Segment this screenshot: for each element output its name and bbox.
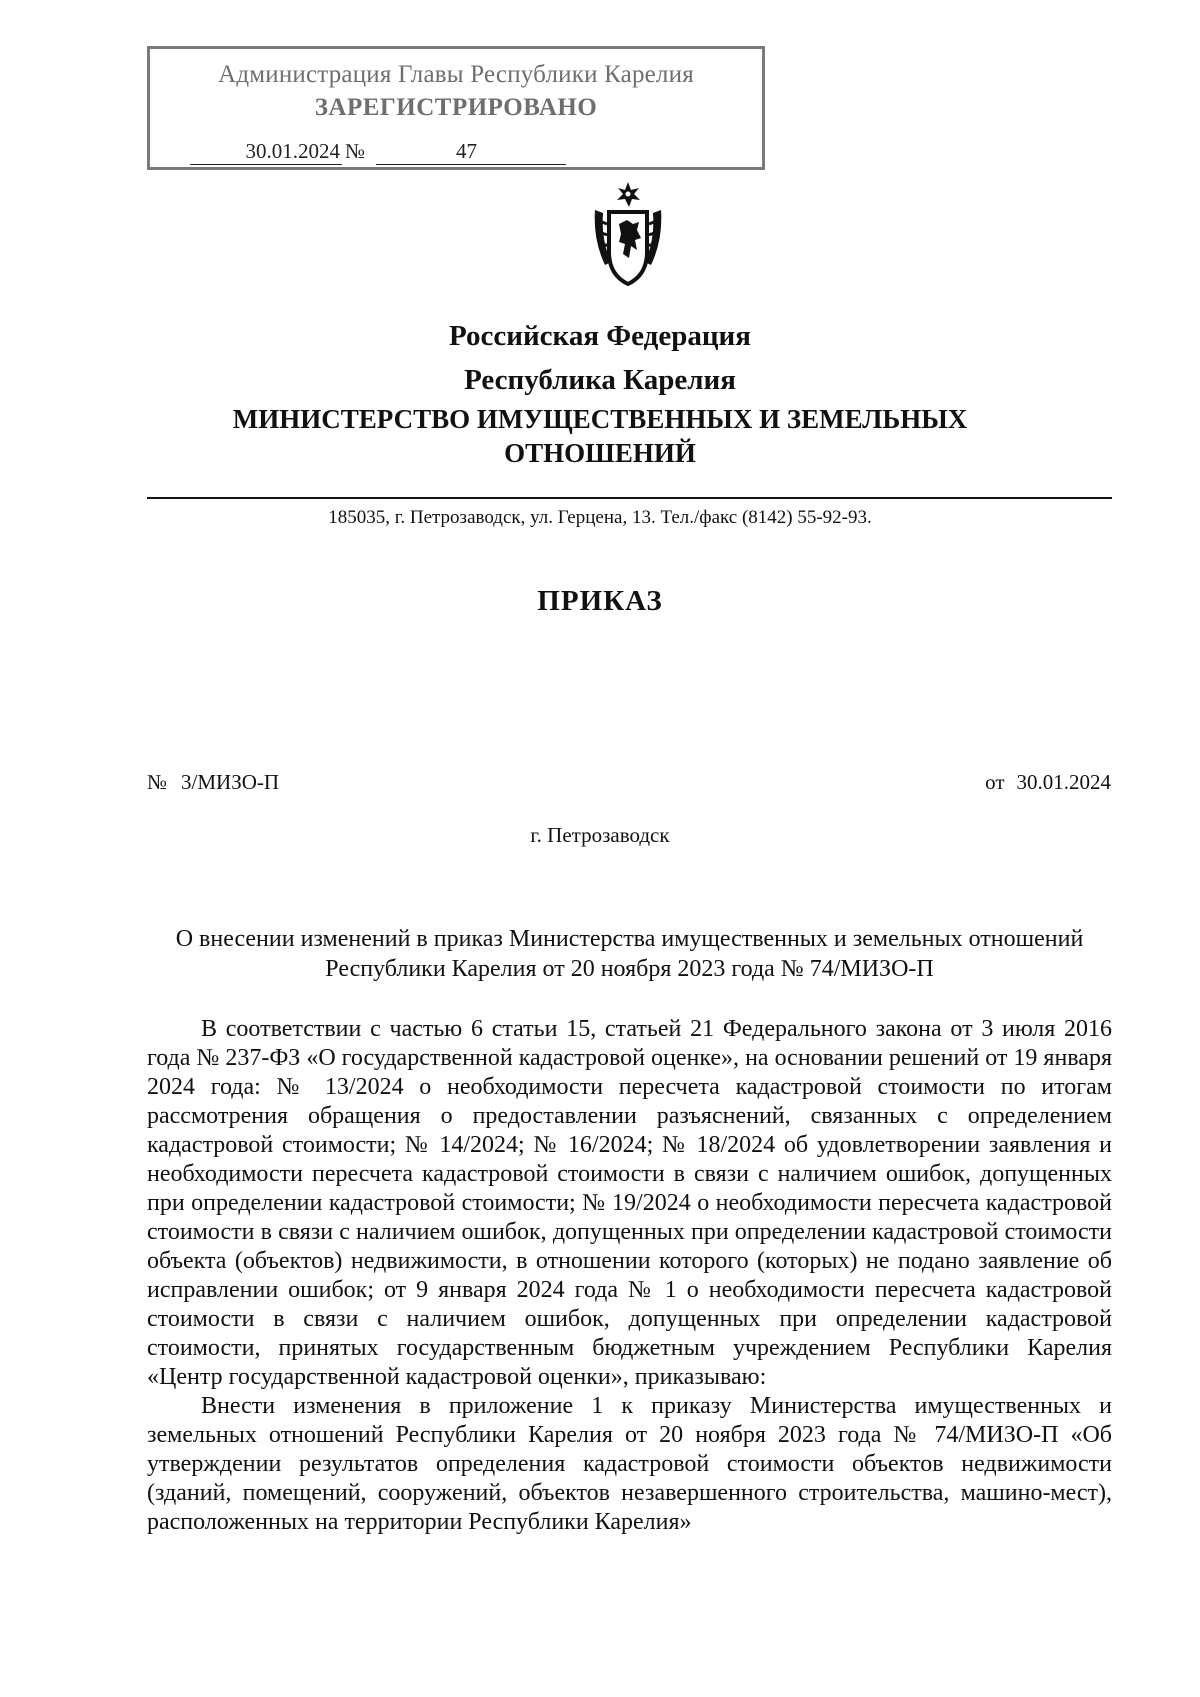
document-type-title: ПРИКАЗ <box>537 585 663 617</box>
order-city: г. Петрозаводск <box>530 823 670 847</box>
stamp-authority: Администрация Главы Республики Карелия <box>218 61 694 88</box>
header-divider <box>147 497 1112 499</box>
registration-stamp <box>147 46 765 170</box>
ministry-name-line2: ОТНОШЕНИЙ <box>504 438 696 468</box>
stamp-registered: ЗАРЕГИСТРИРОВАНО <box>314 94 598 121</box>
stamp-date: 30.01.2024 <box>190 139 342 165</box>
order-date-value: 30.01.2024 <box>1016 770 1111 794</box>
republic-name: Республика Карелия <box>464 364 736 396</box>
stamp-registration-details <box>190 139 750 169</box>
order-body <box>147 1015 1112 1537</box>
body-paragraph-1: В соответствии с частью 6 статьи 15, статьей 21 Федерального закона от 3 июля 2016 года № 237-ФЗ «О государственной кадастровой оценке», на основании решений от 19 января 2024 года: № 13/2024 о необходимости пересчета кадастровой стоимости по итогам рассмотрения обращения о предоставлении разъяснений, связанных с определением кадастровой стоимости; № 14/2024; № 16/2024; № 18/2024 об удовлетворении заявления и необходимости пересчета кадастровой стоимости в связи с наличием ошибок, допущенных при определении кадастровой стоимости; № 19/2024 о необходимости пересчета кадастровой стоимости в связи с наличием ошибок, допущенных при определении кадастровой стоимости объекта (объектов) недвижимости, в отношении которого (которых) не подано заявление об исправлении ошибок; от 9 января 2024 года № 1 о необходимости пересчета кадастровой стоимости в связи с наличием ошибок, допущенных при определении кадастровой стоимости, принятых государственным бюджетным учреждением Республики Карелия «Центр государственной кадастровой оценки», приказываю: <box>147 1016 1112 1390</box>
body-paragraph-2: Внести изменения в приложение 1 к приказу Министерства имущественных и земельных отношений Республики Карелия от 20 ноября 2023 года № 74/МИЗО-П «Об утверждении результатов определения кадастровой стоимости объектов недвижимости (зданий, помещений, сооружений, объектов незавершенного строительства, машино-мест), расположенных на территории Республики Карелия» <box>147 1393 1112 1535</box>
karelia-coat-of-arms-icon <box>583 180 673 290</box>
order-subject: О внесении изменений в приказ Министерства имущественных и земельных отношений Республики Карелия от 20 ноября 2023 года № 74/МИЗО-П <box>175 926 1084 982</box>
stamp-number: 47 <box>376 139 566 165</box>
order-number-label: № <box>147 770 168 794</box>
ministry-name-line1: МИНИСТЕРСТВО ИМУЩЕСТВЕННЫХ И ЗЕМЕЛЬНЫХ <box>232 404 968 434</box>
order-number-value: 3/МИЗО-П <box>181 770 280 794</box>
order-date <box>985 770 1111 795</box>
order-number <box>147 770 279 795</box>
stamp-number-label: № <box>345 139 366 163</box>
ministry-address: 185035, г. Петрозаводск, ул. Герцена, 13. Тел./факс (8142) 55-92-93. <box>328 507 872 528</box>
country-name: Российская Федерация <box>449 320 751 352</box>
order-date-label: от <box>985 770 1005 794</box>
